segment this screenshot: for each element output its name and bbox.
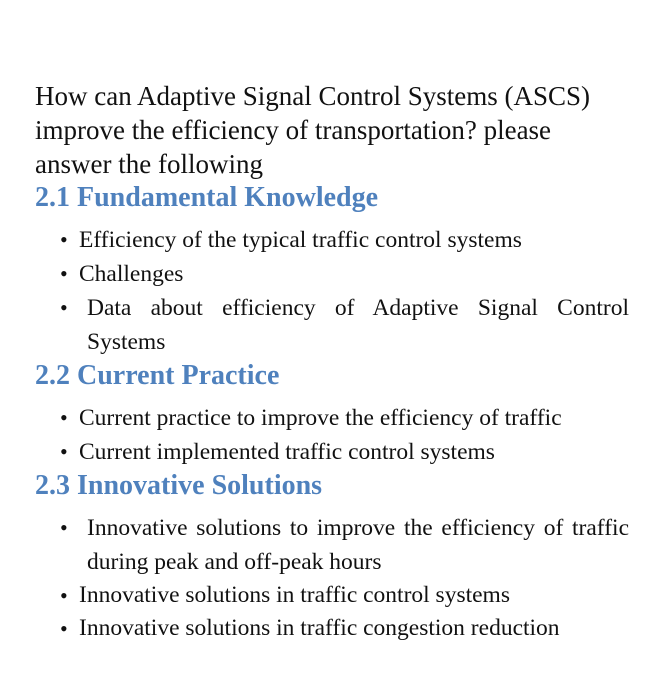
- question-line-1: How can Adaptive Signal Control Systems (ASCS): [35, 81, 590, 111]
- bullet-icon: •: [60, 295, 68, 320]
- list-item: [35, 257, 635, 291]
- list-item-text: Challenges: [79, 261, 184, 287]
- list-item: [35, 511, 635, 579]
- list-item-text: Current practice to improve the efficiency of traffic: [79, 405, 562, 431]
- list-item: [35, 291, 635, 359]
- bullet-icon: •: [60, 616, 68, 641]
- list-item-text: Innovative solutions in traffic control systems: [79, 582, 510, 608]
- bullet-icon: •: [60, 439, 68, 464]
- bullet-list-2-1: [35, 223, 635, 359]
- list-item-text: Current implemented traffic control systems: [79, 439, 495, 465]
- bullet-list-2-2: [35, 401, 635, 469]
- section-heading-2-2: 2.2 Current Practice: [35, 360, 280, 391]
- bullet-icon: •: [60, 583, 68, 608]
- bullet-icon: •: [60, 515, 68, 540]
- bullet-icon: •: [60, 405, 68, 430]
- section-heading-2-1: 2.1 Fundamental Knowledge: [35, 182, 379, 213]
- list-item-text: Data about efficiency of Adaptive Signal Control Systems: [87, 295, 629, 355]
- list-item-text: Innovative solutions in traffic congestion reduction: [79, 615, 560, 641]
- bullet-icon: •: [60, 227, 68, 252]
- question-text: [35, 79, 635, 181]
- question-line-2: improve the efficiency of transportation? please: [35, 115, 552, 145]
- question-line-3: answer the following: [35, 149, 263, 179]
- list-item: [35, 579, 635, 612]
- bullet-list-2-3: [35, 511, 635, 645]
- list-item-text: Efficiency of the typical traffic control systems: [79, 227, 522, 253]
- list-item: [35, 223, 635, 257]
- section-fundamental-knowledge: [35, 181, 635, 359]
- section-heading-2-3: 2.3 Innovative Solutions: [35, 470, 323, 501]
- section-innovative-solutions: [35, 469, 635, 645]
- section-current-practice: [35, 359, 635, 469]
- list-item-text: Innovative solutions to improve the efficiency of traffic during peak and off-peak hours: [87, 515, 629, 575]
- list-item: [35, 612, 635, 645]
- list-item: [35, 435, 635, 469]
- document-body: [35, 79, 635, 645]
- bullet-icon: •: [60, 261, 68, 286]
- list-item: [35, 401, 635, 435]
